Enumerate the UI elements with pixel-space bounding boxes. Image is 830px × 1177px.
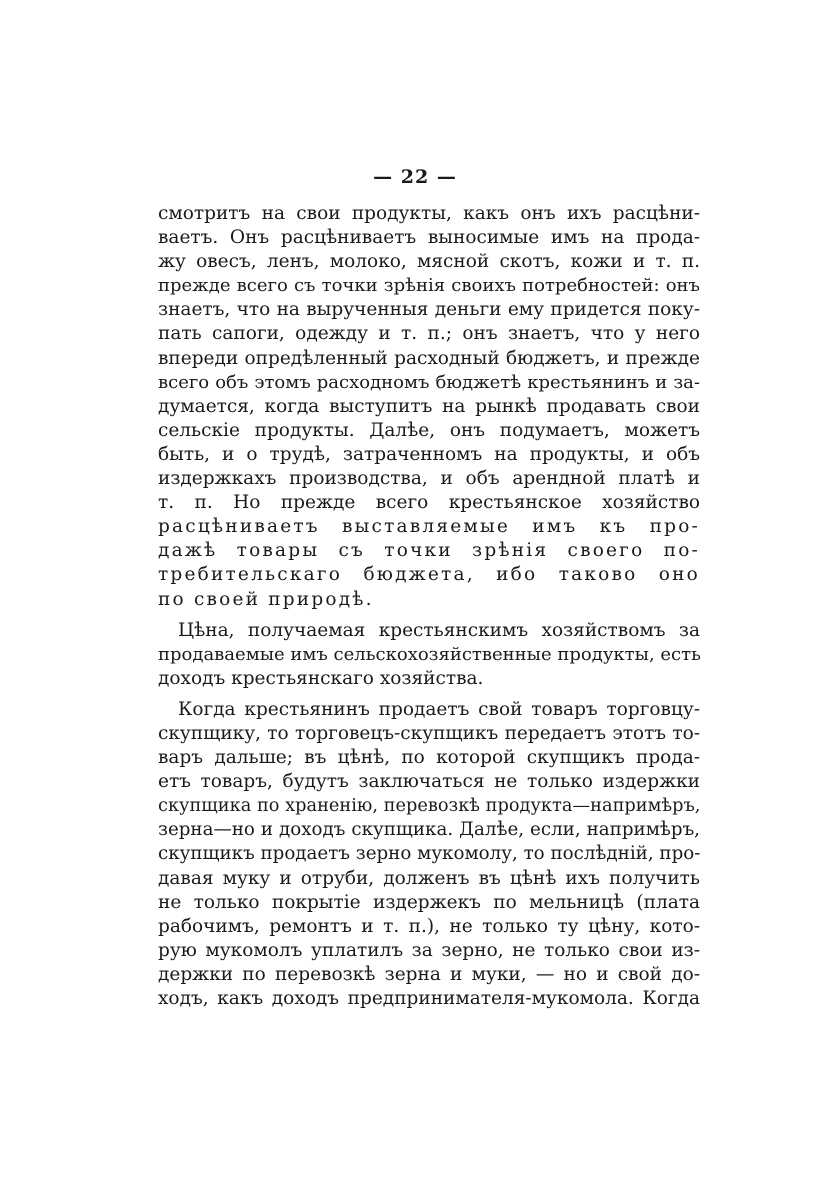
body-text xyxy=(158,202,700,1011)
text-line: всего объ этомъ расходномъ бюджетѣ крестьянинъ и за- xyxy=(158,371,700,393)
paragraph xyxy=(158,202,700,612)
page-number: — 22 — xyxy=(373,166,457,188)
text-line-emphasis: по своей природѣ. xyxy=(158,588,374,610)
text-line: скупщику, то торговецъ-скупщикъ передаетъ этотъ то- xyxy=(158,722,700,744)
text-line: смотритъ на свои продукты, какъ онъ ихъ расцѣни- xyxy=(158,203,700,224)
text-line: доходъ крестьянскаго хозяйства. xyxy=(158,667,484,689)
text-line: зерна—но и доходъ скупщика. Далѣе, если, напримѣръ, xyxy=(158,819,700,841)
text-line: рабочимъ, ремонтъ и т. п.), не только ту цѣну, кото- xyxy=(158,915,700,937)
paragraph xyxy=(158,619,700,691)
paragraph xyxy=(158,698,700,1011)
text-line: продаваемые имъ сельскохозяйственные продукты, есть xyxy=(158,643,701,665)
text-line: Когда крестьянинъ продаетъ свой товаръ торговцу- xyxy=(178,698,700,720)
text-line: давая муку и отруби, долженъ въ цѣнѣ ихъ получить xyxy=(158,867,700,889)
text-line-emphasis: дажѣ товары съ точки зрѣнія своего по- xyxy=(158,540,700,562)
text-line: ходъ, какъ доходъ предпринимателя-мукомола. Когда xyxy=(158,988,700,1009)
paragraph-gap xyxy=(158,612,700,619)
text-line: скупщика по храненію, перевозкѣ продукта—напримѣръ, xyxy=(158,796,701,817)
text-line: рую мукомолъ уплатилъ за зерно, не только свои из- xyxy=(158,939,700,961)
text-line: сельскіе продукты. Далѣе, онъ подумаетъ, можетъ xyxy=(158,419,700,441)
text-line: жу овесъ, ленъ, молоко, мясной скотъ, кожи и т. п. xyxy=(158,251,700,273)
text-line: знаетъ, что на вырученныя деньги ему придется поку- xyxy=(158,299,700,321)
text-line: ваетъ. Онъ расцѣниваетъ выносимые имъ на прода- xyxy=(158,227,700,249)
text-line: скупщикъ продаетъ зерно мукомолу, то послѣдній, про- xyxy=(158,843,701,865)
text-line: быть, и о трудѣ, затраченномъ на продукты, и объ xyxy=(158,443,700,465)
text-line: пать сапоги, одежду и т. п.; онъ знаетъ, что у него xyxy=(158,323,700,345)
text-line: прежде всего съ точки зрѣнія своихъ потребностей: онъ xyxy=(158,275,700,297)
paragraph-gap xyxy=(158,691,700,698)
text-line: впереди опредѣленный расходный бюджетъ, и прежде xyxy=(158,347,700,369)
text-line: думается, когда выступитъ на рынкѣ продавать свои xyxy=(158,395,700,417)
text-line: варъ дальше; въ цѣнѣ, по которой скупщикъ прода- xyxy=(158,747,700,769)
text-line-emphasis: расцѣниваетъ выставляемые имъ къ про- xyxy=(158,516,700,538)
text-line: т. п. Но прежде всего крестьянское хозяйство xyxy=(158,492,700,514)
text-line-emphasis: требительскаго бюджета, ибо таково оно xyxy=(158,564,700,586)
text-line: издержкахъ производства, и объ арендной платѣ и xyxy=(158,468,700,490)
text-line: держки по перевозкѣ зерна и муки, — но и свой до- xyxy=(158,963,700,985)
text-line: не только покрытіе издержекъ по мельницѣ (плата xyxy=(158,891,700,913)
text-line: Цѣна, получаемая крестьянскимъ хозяйствомъ за xyxy=(178,619,700,641)
text-line: етъ товаръ, будутъ заключаться не только издержки xyxy=(158,771,700,793)
